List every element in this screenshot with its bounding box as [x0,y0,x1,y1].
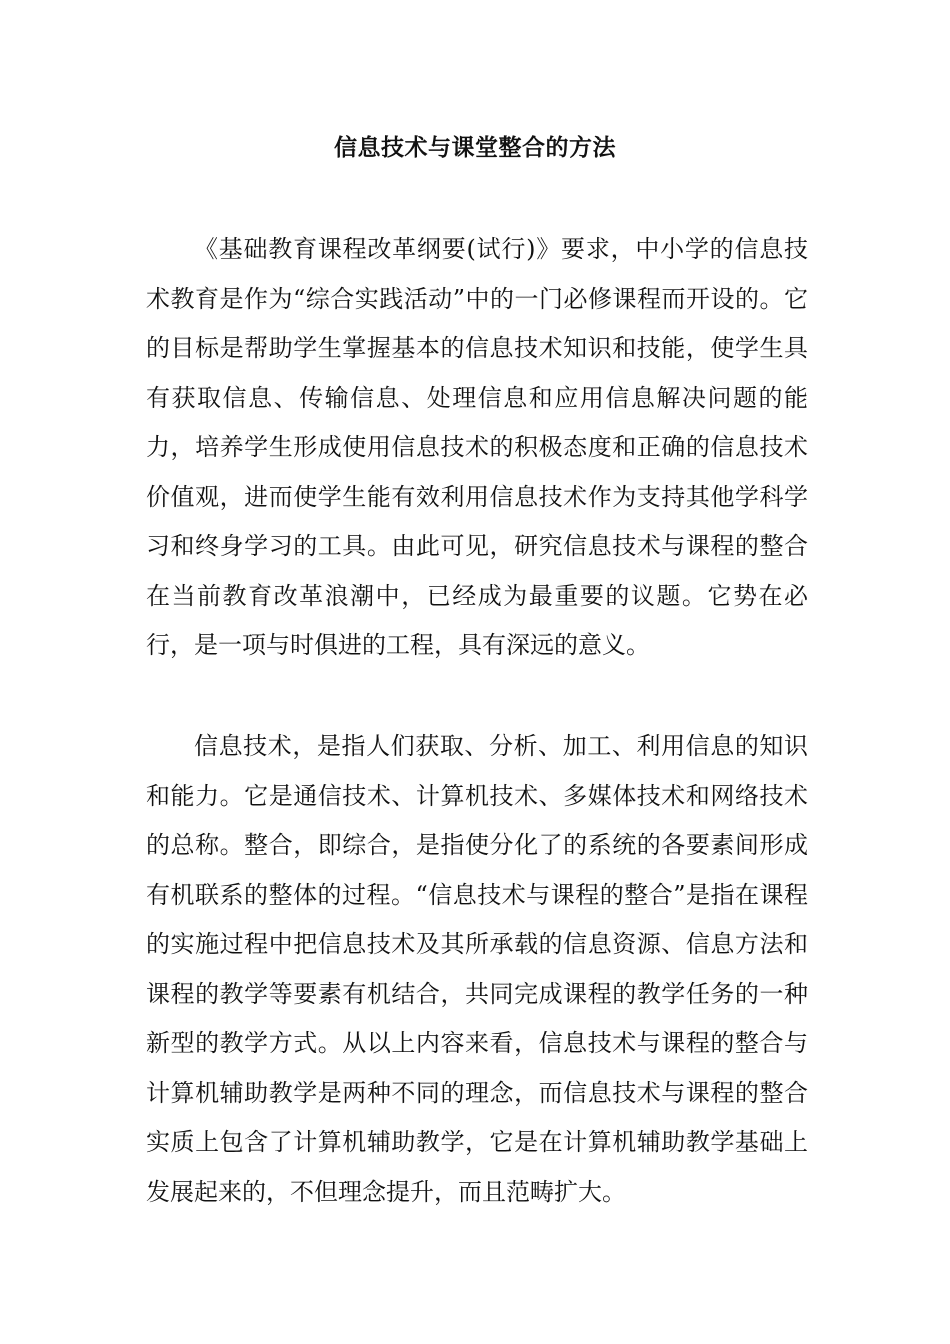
document-title: 信息技术与课堂整合的方法 [334,135,616,161]
paragraph-2: 信息技术，是指人们获取、分析、加工、利用信息的知识和能力。它是通信技术、计算机技术、多媒体技术和网络技术的总称。整合，即综合，是指使分化了的系统的各要素间形成有机联系的整体的过程。“信息技术与课程的整合”是指在课程的实施过程中把信息技术及其所承载的信息资源、信息方法和课程的教学等要素有机结合，共同完成课程的教学任务的一种新型的教学方式。从以上内容来看，信息技术与课程的整合与计算机辅助教学是两种不同的理念，而信息技术与课程的整合实质上包含了计算机辅助教学，它是在计算机辅助教学基础上发展起来的，不但理念提升，而且范畴扩大。 [146,732,808,1206]
paragraph-1: 《基础教育课程改革纲要(试行)》要求，中小学的信息技术教育是作为“综合实践活动”中的一门必修课程而开设的。它的目标是帮助学生掌握基本的信息技术知识和技能，使学生具有获取信息、传输信息、处理信息和应用信息解决问题的能力，培养学生形成使用信息技术的积极态度和正确的信息技术价值观，进而使学生能有效利用信息技术作为支持其他学科学习和终身学习的工具。由此可见，研究信息技术与课程的整合在当前教育改革浪潮中，已经成为最重要的议题。它势在必行，是一项与时俱进的工程，具有深远的意义。 [146,235,808,659]
